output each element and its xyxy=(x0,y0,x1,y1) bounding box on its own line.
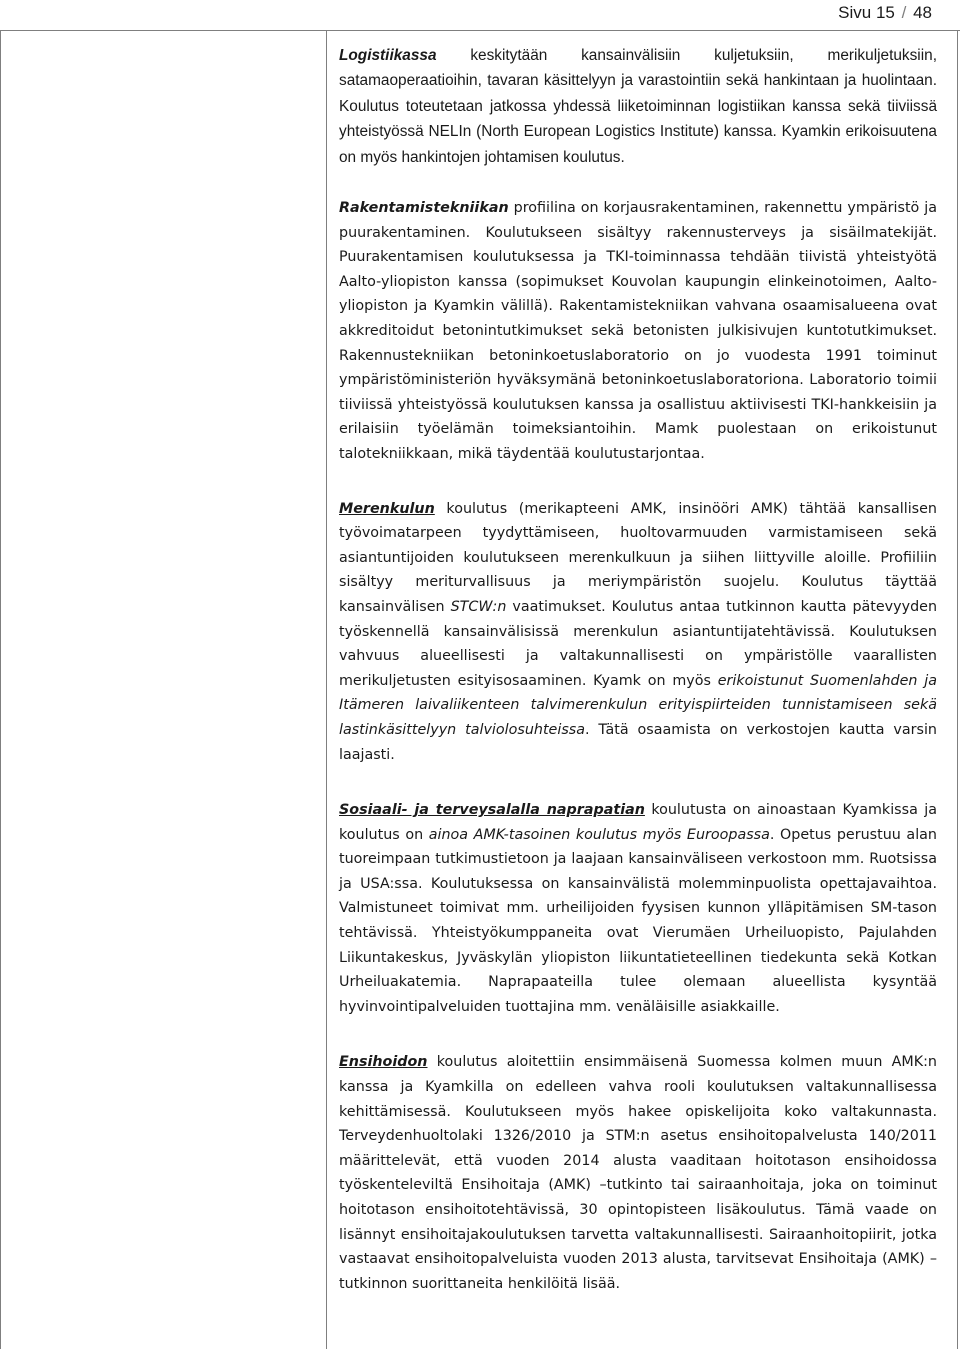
page-separator: / xyxy=(901,3,907,22)
italic-naprapathy: ainoa AMK-tasoinen koulutus myös Euroopassa xyxy=(428,826,770,843)
text-logistics: keskitytään kansainvälisiin kuljetuksiin, merikuljetuksiin, satamaoperaatioihin, tavaran käsittelyyn ja varastointiin sekä hankintaan ja huolintaan. Koulutus toteutetaan jatkossa yhdessä liiketoiminnan logistiikan kanssa sekä tiiviissä yhteistyössä NELIn (North European Logistics Institute) kanssa. Kyamkin erikoisuutena on myös hankintojen johtamisen koulutus. xyxy=(339,47,937,166)
keyword-paramedic: Ensihoidon xyxy=(339,1054,428,1071)
keyword-naprapathy: Sosiaali- ja terveysalalla naprapatian xyxy=(339,802,645,819)
italic-maritime-2: erikoistunut Suomenlahden ja Itämeren laivaliikenteen talvimerenkulun erityispiirteiden tunnistamiseen sekä lastinkäsittelyyn talviolosuhteissa xyxy=(339,672,937,738)
table-left-border xyxy=(0,30,1,1349)
paragraph-paramedic xyxy=(339,1050,937,1296)
paragraph-construction xyxy=(339,196,937,467)
table-top-border xyxy=(0,30,960,31)
text-construction: profiilina on korjausrakentaminen, rakennettu ympäristö ja puurakentaminen. Koulutukseen sisältyy rakennusterveys ja sisäilmatekijät. Puurakentamisen koulutuksessa ja TKI-toiminnassa tehdään tiivistä yhteistyötä Aalto-yliopiston kanssa (sopimukset Kouvolan kaupungin elinkeinotoimen, Aalto-yliopiston ja Kyamkin välillä). Rakentamistekniikan vahvana osaamisalueena ovat akkreditoidut betonintutkimukset sekä betonisten julkisivujen kuntotutkimukset. Rakennustekniikan betoninkoetuslaboratorio on jo vuodesta 1991 toiminut ympäristöministeriön hyväksymänä betoninkoetuslaboratoriona. Laboratorio toimii tiiviissä yhteistyössä koulutuksen kanssa ja osallistuu aktiivisesti TKI-hankkeisiin ja erilaisiin työelämän toimeksiantoihin. Mamk puolestaan on erikoistunut talotekniikkaan, mikä täydentää koulutustarjontaa. xyxy=(339,200,937,462)
keyword-maritime: Merenkulun xyxy=(339,500,435,517)
page-total: 48 xyxy=(913,3,932,22)
text-naprapathy-1: koulutusta on ainoastaan Kyamkissa ja koulutus on xyxy=(339,802,937,843)
text-maritime-3: . Tätä osaamista on verkostojen kautta varsin laajasti. xyxy=(339,721,937,763)
italic-maritime-1: STCW:n xyxy=(450,598,507,615)
text-maritime-1: koulutus (merikapteeni AMK, insinööri AMK) tähtää kansallisen työvoimatarpeen tyydyttämiseen, huoltovarmuuden varmistamiseen sekä asiantuntijoiden koulutukseen merenkulkuun ja siihen liittyville aloille. Profiiliin sisältyy meriturvallisuus ja meriympäristön suojelu. Koulutus täyttää kansainvälisen xyxy=(339,500,937,615)
text-naprapathy-2: . Opetus perustuu alan tuoreimpaan tutkimustietoon ja laajaan kansainväliseen verkostoon mm. Ruotsissa ja USA:ssa. Koulutuksessa on kansainvälistä molemminpuolista opettajavaihtoa. Valmistuneet toimivat mm. urheilijoiden fyysisen kunnon ylläpitämisen SM-tason tehtävissä. Yhteistyökumppaneita ovat Vierumäen Urheiluopisto, Pajulahden Liikuntakeskus, Jyväskylän yliopiston liikuntatieteellinen tiedekunta sekä Kotkan Urheiluakatemia. Naprapaateilla tulee olemaan alueellista kysyntää hyvinvointipalveluiden tuottajina mm. venäläisille asiakkaille. xyxy=(339,826,937,1015)
paragraph-maritime xyxy=(339,497,937,768)
keyword-construction: Rakentamistekniikan xyxy=(339,200,509,217)
keyword-logistics: Logistiikassa xyxy=(339,47,437,64)
page-label: Sivu xyxy=(838,3,872,22)
text-paramedic: koulutus aloitettiin ensimmäisenä Suomessa kolmen muun AMK:n kanssa ja Kyamkilla on edelleen vahva rooli koulutuksen valtakunnallisessa kehittämisessä. Koulutukseen myös hakee opiskelijoita koko valtakunnasta. Terveydenhuoltolaki 1326/2010 ja STM:n asetus ensihoitopalvelusta 140/2011 määrittelevät, että vuoden 2014 alusta vaaditaan hoitotason ensihoidossa työskenteleviltä Ensihoitaja (AMK) –tutkinto tai sairaanhoitaja, joka on toiminut hoitotason ensihoitotehtävissä, 30 opintopisteen lisäkoulutus. Tämä vaade on lisännyt ensihoitajakoulutuksen tarvetta valtakunnallisesti. Sairaanhoitopiirit, jotka vastaavat ensihoitopalveluista vuoden 2013 alusta, tarvitsevat Ensihoitaja (AMK) –tutkinnon suorittaneita henkilöitä lisää. xyxy=(339,1054,937,1292)
page-number: 15 xyxy=(875,3,895,22)
table-right-border xyxy=(957,30,958,1349)
table-column-divider xyxy=(326,30,327,1349)
text-maritime-2: vaatimukset. Koulutus antaa tutkinnon kautta pätevyyden työskennellä kansainvälisissä merenkulun asiantuntijatehtävissä. Koulutuksen vahvuus alueellisesti ja valtakunnallisesti on ympäristölle vaarallisten merikuljetusten esityisosaaminen. Kyamk on myös xyxy=(339,598,937,689)
table-text-cell xyxy=(339,43,937,1296)
page-header xyxy=(838,3,932,23)
paragraph-naprapathy xyxy=(339,798,937,1019)
paragraph-logistics xyxy=(339,43,937,170)
